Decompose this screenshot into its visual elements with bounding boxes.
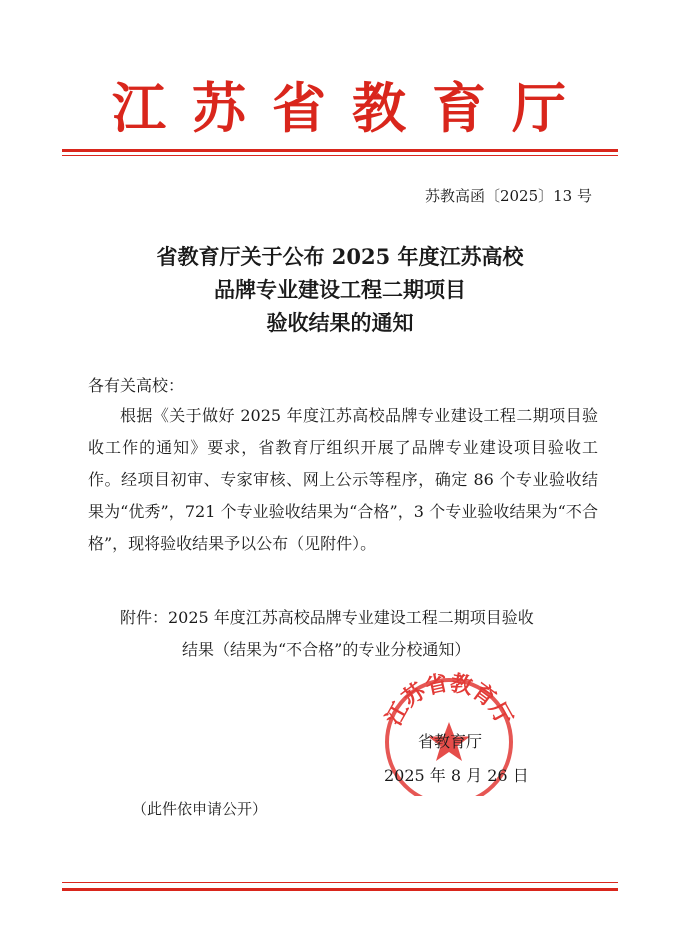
disclosure-note: （此件依申请公开）: [132, 800, 268, 818]
salutation: 各有关高校：: [88, 376, 185, 395]
title-line-2: 品牌专业建设工程二期项目: [214, 277, 466, 302]
document-title: [0, 240, 680, 339]
body-paragraph: 根据《关于做好 2025 年度江苏高校品牌专业建设工程二期项目验收工作的通知》要求，省教育厅组织开展了品牌专业建设项目验收工作。经项目初审、专家审核、网上公示等程序，确定 86 个专业验收结果为“优秀”，721 个专业验收结果为“合格”，3 个专业验收结果为“不合格”，现将验收结果予以公布（见附件）。: [88, 406, 598, 553]
attachment-line-2: 结果（结果为“不合格”的专业分校通知）: [182, 640, 471, 659]
attachment-note: [120, 602, 600, 666]
attachment-line-1: 附件：2025 年度江苏高校品牌专业建设工程二期项目验收: [120, 608, 534, 627]
title-line-3: 验收结果的通知: [266, 310, 414, 335]
footer-rule-thin: [62, 882, 618, 883]
header-rule-thin: [62, 155, 618, 156]
issue-date: 2025 年 8 月 26 日: [384, 766, 529, 785]
seal-text: 江苏省教育厅: [380, 672, 518, 730]
issuer-signature: 省教育厅: [418, 732, 483, 751]
header-rule-thick: [62, 149, 618, 152]
footer-rule-thick: [62, 888, 618, 891]
title-line-1: 省教育厅关于公布 2025 年度江苏高校: [156, 244, 524, 269]
document-number: 苏教高函〔2025〕13 号: [424, 187, 592, 205]
agency-header-title: 江苏省教育厅: [112, 76, 592, 140]
